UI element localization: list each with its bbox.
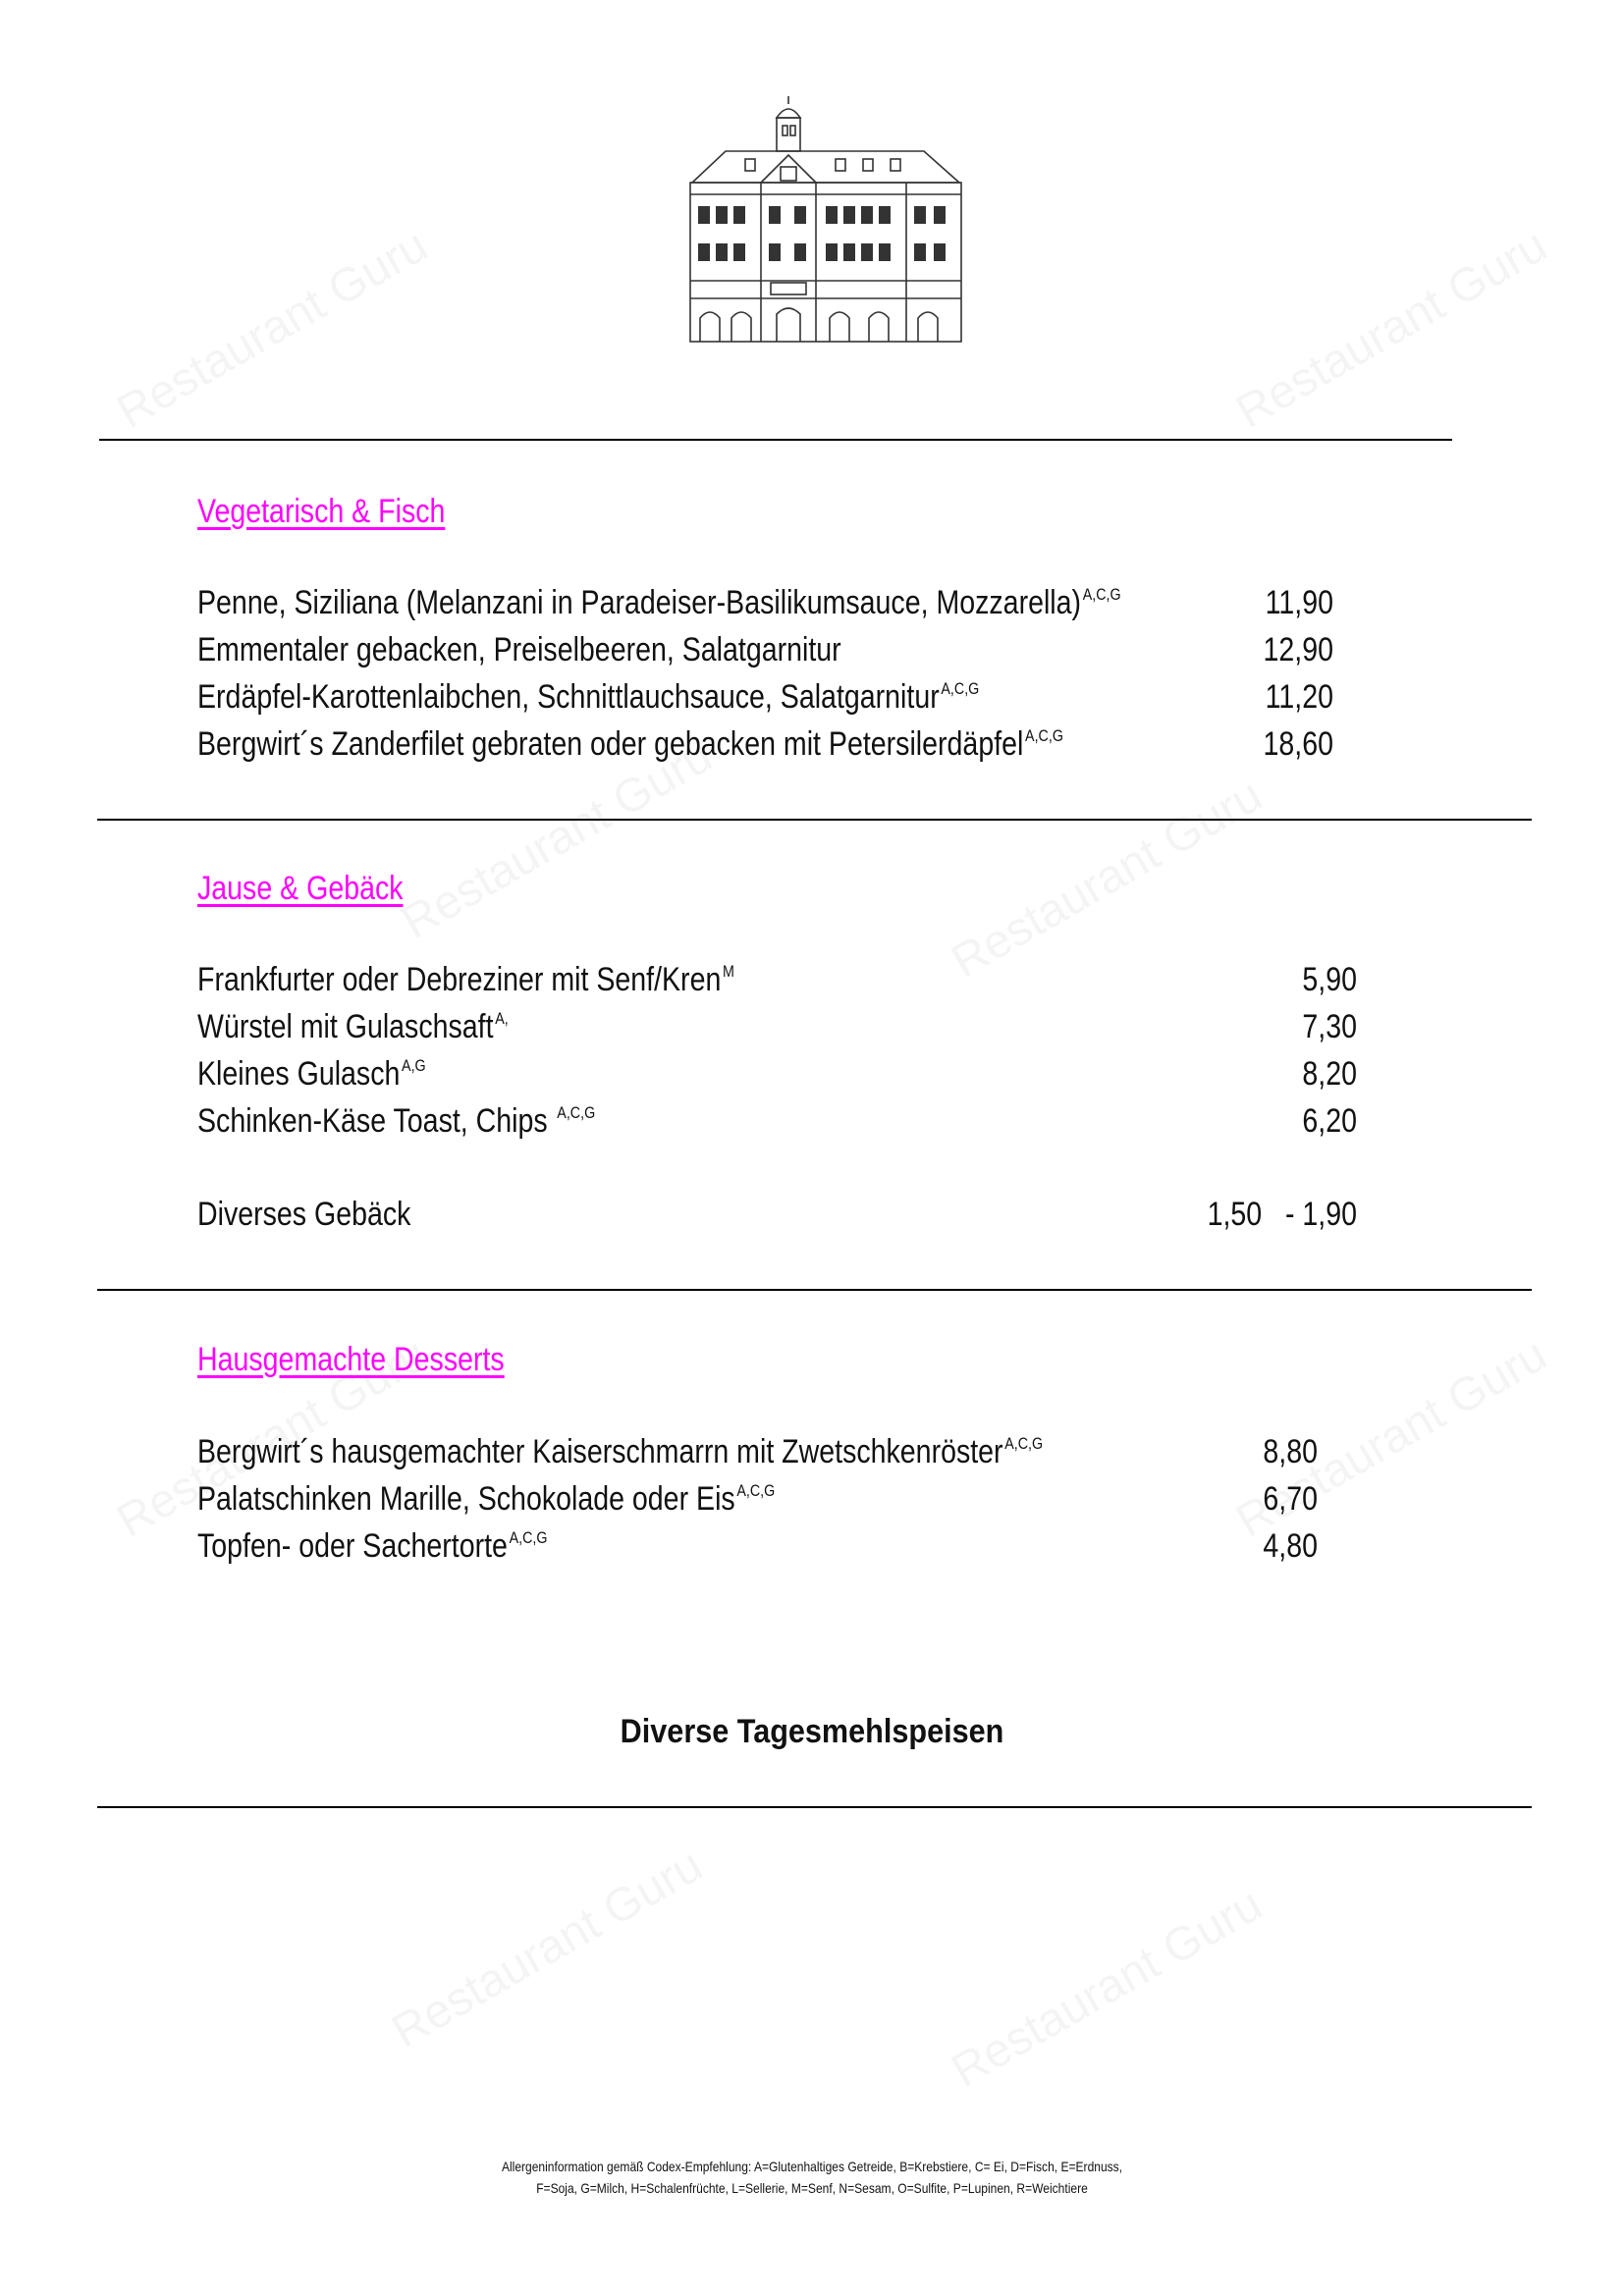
section-divider	[97, 819, 1532, 821]
menu-item	[197, 1055, 426, 1094]
watermark-text	[383, 1839, 712, 2059]
allergen-codes: A,G	[402, 1056, 426, 1075]
allergen-codes: A,C,G	[941, 679, 980, 698]
item-price: 11,20	[1265, 678, 1333, 716]
item-name: Bergwirt´s Zanderfilet gebraten oder gebacken mit Petersilerdäpfel	[197, 725, 1024, 763]
watermark-text	[1227, 219, 1556, 440]
item-name: Topfen- oder Sachertorte	[197, 1527, 508, 1565]
section-title-jause: Jause & Gebäck	[197, 870, 404, 907]
allergen-codes: M	[723, 962, 734, 981]
menu-item	[197, 1196, 410, 1234]
item-name: Diverses Gebäck	[197, 1196, 411, 1233]
section-divider	[97, 1806, 1532, 1808]
item-price: 5,90	[1302, 961, 1357, 998]
item-name: Erdäpfel-Karottenlaibchen, Schnittlauchsauce, Salatgarnitur	[197, 678, 940, 716]
menu-item	[197, 1008, 509, 1046]
section-title-desserts: Hausgemachte Desserts	[197, 1341, 505, 1378]
allergen-footnote-line: Allergeninformation gemäß Codex-Empfehlung: A=Glutenhaltiges Getreide, B=Krebstiere, C= Ei, D=Fisch, E=Erdnuss,	[501, 2159, 1123, 2174]
menu-item	[197, 1102, 595, 1141]
watermark-text	[108, 219, 437, 440]
item-price-range: 1,50 - 1,90	[1207, 1196, 1357, 1233]
allergen-codes: A,C,G	[1025, 726, 1063, 745]
item-name: Bergwirt´s hausgemachter Kaiserschmarrn mit Zwetschkenröster	[197, 1433, 1003, 1470]
allergen-codes: A,	[495, 1009, 509, 1028]
menu-item	[197, 678, 979, 717]
item-price: 4,80	[1263, 1527, 1318, 1565]
watermark-text	[943, 769, 1272, 989]
allergen-codes: A,C,G	[736, 1481, 776, 1500]
header-divider	[99, 439, 1452, 441]
watermark-text	[943, 1878, 1272, 2099]
item-name: Penne, Siziliana (Melanzani in Paradeiser-Basilikumsauce, Mozzarella)	[197, 584, 1082, 621]
building-facade-icon	[682, 96, 967, 347]
item-price: 12,90	[1263, 631, 1333, 668]
item-price: 6,20	[1302, 1102, 1357, 1140]
special-heading: Diverse Tagesmehlspeisen	[620, 1713, 1004, 1750]
menu-item	[197, 961, 734, 999]
menu-item	[197, 584, 1121, 622]
item-name: Kleines Gulasch	[197, 1055, 401, 1093]
menu-item	[197, 631, 841, 669]
item-price: 11,90	[1265, 584, 1333, 621]
section-divider	[97, 1289, 1532, 1291]
menu-item	[197, 1527, 548, 1566]
allergen-codes: A,C,G	[1082, 585, 1121, 604]
item-price: 7,30	[1302, 1008, 1357, 1045]
item-name: Schinken-Käse Toast, Chips	[197, 1102, 556, 1140]
allergen-codes: A,C,G	[509, 1528, 548, 1547]
item-name: Emmentaler gebacken, Preiselbeeren, Salatgarnitur	[197, 631, 841, 668]
allergen-footnote	[114, 2156, 1510, 2199]
item-price: 6,70	[1263, 1480, 1318, 1518]
section-title-vegetarisch: Vegetarisch & Fisch	[197, 493, 446, 530]
menu-item	[197, 1433, 1043, 1471]
allergen-footnote-line: F=Soja, G=Milch, H=Schalenfrüchte, L=Sellerie, M=Senf, N=Sesam, O=Sulfite, P=Lupinen, R=Weichtiere	[536, 2180, 1088, 2196]
menu-item	[197, 725, 1063, 764]
allergen-codes: A,C,G	[557, 1103, 596, 1122]
item-price: 18,60	[1263, 725, 1333, 763]
item-name: Würstel mit Gulaschsaft	[197, 1008, 494, 1045]
item-name: Palatschinken Marille, Schokolade oder Eis	[197, 1480, 735, 1518]
item-name: Frankfurter oder Debreziner mit Senf/Kren	[197, 961, 722, 998]
item-price: 8,80	[1263, 1433, 1318, 1470]
allergen-codes: A,C,G	[1004, 1434, 1044, 1453]
menu-item	[197, 1480, 775, 1519]
item-price: 8,20	[1302, 1055, 1357, 1093]
